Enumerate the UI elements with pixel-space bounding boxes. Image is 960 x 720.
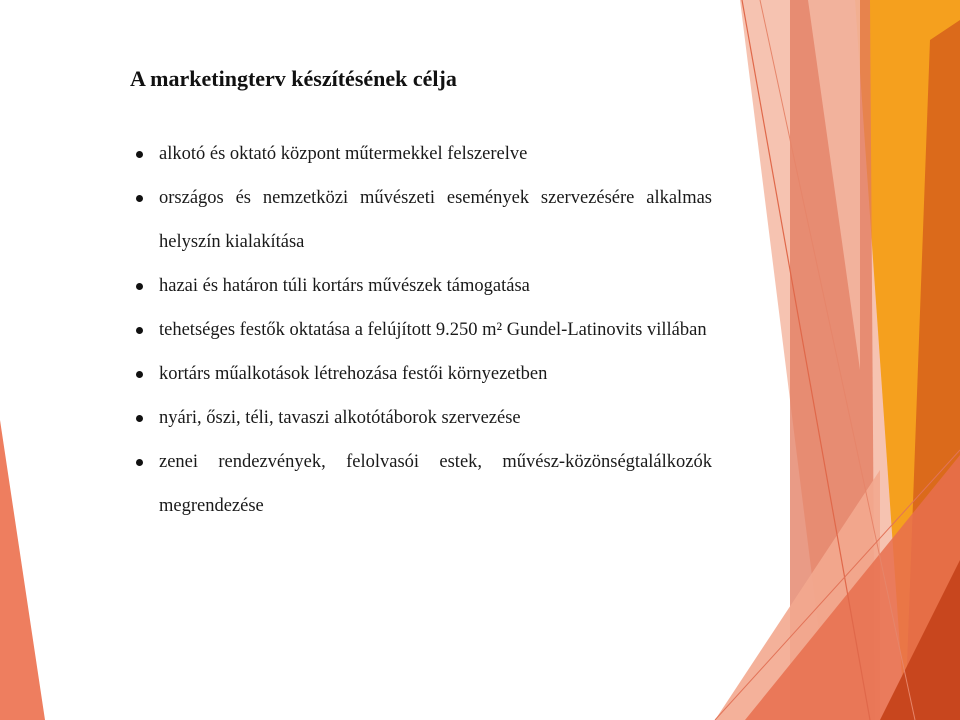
slide-title: A marketingterv készítésének célja xyxy=(130,66,457,91)
bullet-text: zenei rendezvények, felolvasói estek, művész-közönségtalálkozók megrendezése xyxy=(159,452,712,516)
bullet-dot-icon xyxy=(136,195,143,202)
bullet-item xyxy=(130,352,712,396)
bullet-text: alkotó és oktató központ műtermekkel felszerelve xyxy=(159,144,528,164)
bullet-item xyxy=(130,176,712,264)
bullet-text: nyári, őszi, téli, tavaszi alkotótáborok szervezése xyxy=(159,408,521,428)
bullet-dot-icon xyxy=(136,371,143,378)
left-accent-triangle xyxy=(0,420,45,720)
bullet-item xyxy=(130,308,712,352)
bullet-dot-icon xyxy=(136,459,143,466)
bullet-text: hazai és határon túli kortárs művészek támogatása xyxy=(159,276,530,296)
bullet-item xyxy=(130,396,712,440)
bullet-dot-icon xyxy=(136,283,143,290)
bullet-dot-icon xyxy=(136,327,143,334)
bullet-dot-icon xyxy=(136,151,143,158)
bullet-text: tehetséges festők oktatása a felújított 9.250 m² Gundel-Latinovits villában xyxy=(159,320,707,340)
bullet-text: országos és nemzetközi művészeti események szervezésére alkalmas helyszín kialakítása xyxy=(159,188,712,252)
bullet-dot-icon xyxy=(136,415,143,422)
bullet-item xyxy=(130,440,712,528)
bullet-item xyxy=(130,132,712,176)
bullet-text: kortárs műalkotások létrehozása festői környezetben xyxy=(159,364,548,384)
bullet-item xyxy=(130,264,712,308)
bullet-list xyxy=(130,132,712,528)
